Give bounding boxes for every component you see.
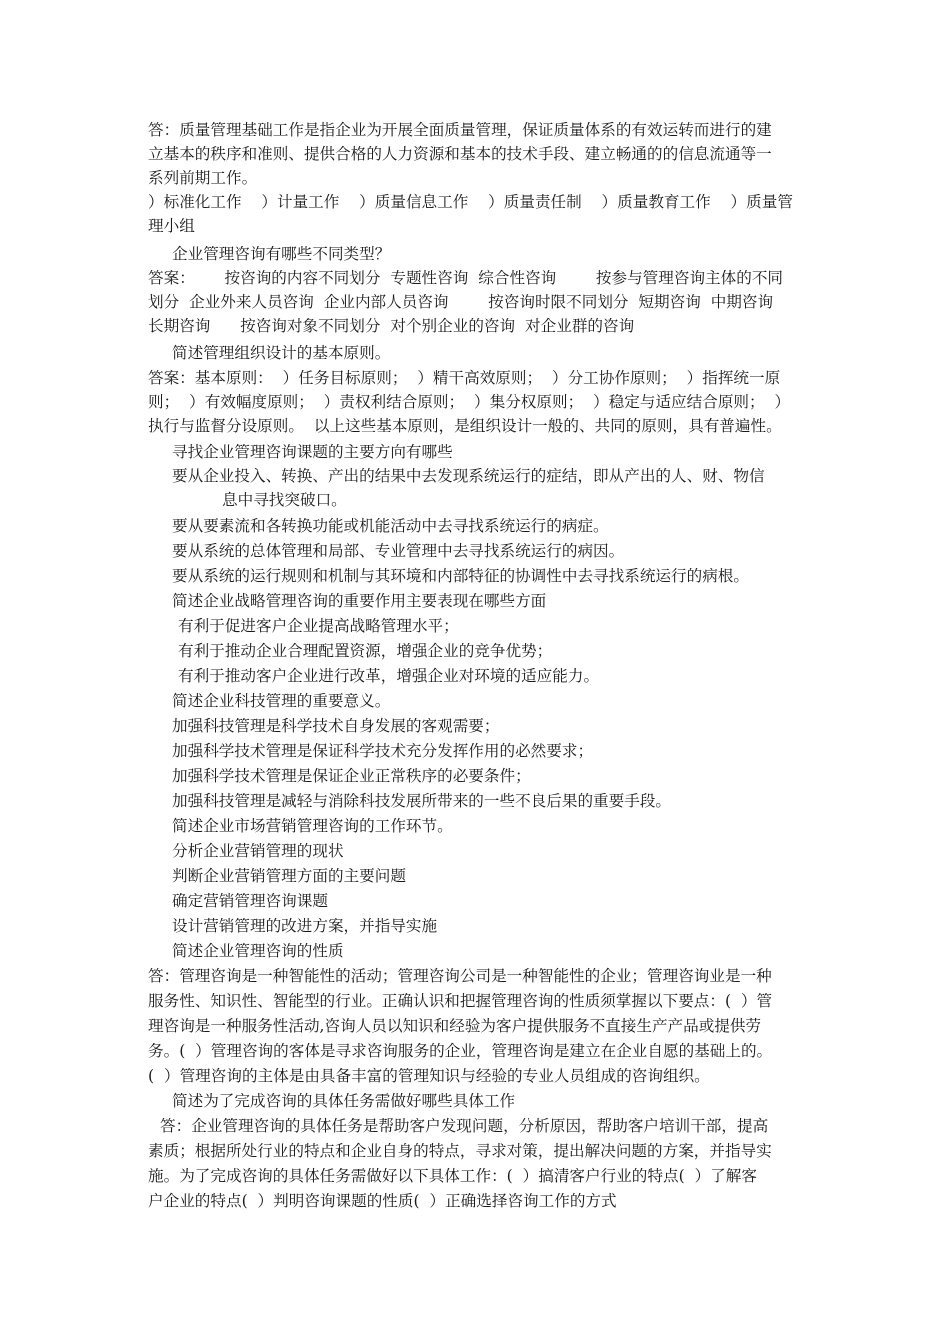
answer-line: ）标准化工作 ）计量工作 ）质量信息工作 ）质量责任制 ）质量教育工作 ）质量管 [148, 193, 793, 211]
answer-line: 加强科技管理是科学技术自身发展的客观需要； [172, 717, 500, 735]
answer-line: 息中寻找突破口。 [222, 491, 347, 509]
answer-line: 答：企业管理咨询的具体任务是帮助客户发现问题，分析原因，帮助客户培训干部，提高 [160, 1117, 769, 1135]
answer-line: 设计营销管理的改进方案，并指导实施 [172, 917, 438, 935]
answer-line: 要从要素流和各转换功能或机能活动中去寻找系统运行的病症。 [172, 517, 609, 535]
answer-line: 有利于推动企业合理配置资源，增强企业的竞争优势； [178, 642, 553, 660]
question-line: 简述企业管理咨询的性质 [172, 942, 344, 960]
answer-line: 执行与监督分设原则。 以上这些基本原则，是组织设计一般的、共同的原则，具有普遍性。 [148, 417, 782, 435]
answer-line: 系列前期工作。 [148, 169, 258, 187]
answer-line: 有利于促进客户企业提高战略管理水平； [178, 617, 459, 635]
answer-line: 有利于推动客户企业进行改革，增强企业对环境的适应能力。 [178, 667, 600, 685]
answer-line: 确定营销管理咨询课题 [172, 892, 328, 910]
question-line: 寻找企业管理咨询课题的主要方向有哪些 [172, 443, 453, 461]
answer-line: 施。为了完成咨询的具体任务需做好以下具体工作：( ）搞清客户行业的特点( ）了解客 [148, 1167, 757, 1185]
answer-line: 答案： 按咨询的内容不同划分 专题性咨询 综合性咨询 按参与管理咨询主体的不同 [148, 269, 784, 287]
question-line: 简述企业市场营销管理咨询的工作环节。 [172, 817, 453, 835]
answer-line: 服务性、知识性、智能型的行业。正确认识和把握管理咨询的性质须掌握以下要点：( ）管 [148, 992, 773, 1010]
answer-line: 素质；根据所处行业的特点和企业自身的特点，寻求对策，提出解决问题的方案，并指导实 [148, 1142, 772, 1160]
answer-line: 加强科学技术管理是保证科学技术充分发挥作用的必然要求； [172, 742, 594, 760]
question-line: 简述企业科技管理的重要意义。 [172, 692, 391, 710]
answer-line: 分析企业营销管理的现状 [172, 842, 344, 860]
question-line: 企业管理咨询有哪些不同类型？ [172, 245, 391, 263]
answer-line: 长期咨询 按咨询对象不同划分 对个别企业的咨询 对企业群的咨询 [148, 317, 635, 335]
answer-line: 理小组 [148, 217, 195, 235]
answer-line: 加强科技管理是减轻与消除科技发展所带来的一些不良后果的重要手段。 [172, 792, 672, 810]
answer-line: 要从系统的总体管理和局部、专业管理中去寻找系统运行的病因。 [172, 542, 625, 560]
answer-line: ( ）管理咨询的主体是由具备丰富的管理知识与经验的专业人员组成的咨询组织。 [148, 1067, 710, 1085]
answer-line: 要从企业投入、转换、产出的结果中去发现系统运行的症结，即从产出的人、财、物信 [172, 467, 765, 485]
answer-line: 要从系统的运行规则和机制与其环境和内部特征的协调性中去寻找系统运行的病根。 [172, 567, 749, 585]
answer-line: 理咨询是一种服务性活动,咨询人员以知识和经验为客户提供服务不直接生产产品或提供劳 [148, 1017, 762, 1035]
question-line: 简述管理组织设计的基本原则。 [172, 344, 391, 362]
question-line: 简述企业战略管理咨询的重要作用主要表现在哪些方面 [172, 592, 547, 610]
answer-line: 答：质量管理基础工作是指企业为开展全面质量管理，保证质量体系的有效运转而进行的建 [148, 121, 772, 139]
question-line: 简述为了完成咨询的具体任务需做好哪些具体工作 [172, 1092, 516, 1110]
answer-line: 划分 企业外来人员咨询 企业内部人员咨询 按咨询时限不同划分 短期咨询 中期咨询 [148, 293, 774, 311]
answer-line: 户企业的特点( ）判明咨询课题的性质( ）正确选择咨询工作的方式 [148, 1192, 617, 1210]
answer-line: 务。( ）管理咨询的客体是寻求咨询服务的企业，管理咨询是建立在企业自愿的基础上的。 [148, 1042, 773, 1060]
answer-line: 加强科学技术管理是保证企业正常秩序的必要条件； [172, 767, 531, 785]
answer-line: 答：管理咨询是一种智能性的活动；管理咨询公司是一种智能性的企业；管理咨询业是一种 [148, 967, 772, 985]
answer-line: 则； ）有效幅度原则； ）责权利结合原则； ）集分权原则； ）稳定与适应结合原则； ） [148, 393, 791, 411]
answer-line: 答案：基本原则： ）任务目标原则； ）精干高效原则； ）分工协作原则； ）指挥统一原 [148, 369, 781, 387]
answer-line: 立基本的秩序和准则、提供合格的人力资源和基本的技术手段、建立畅通的的信息流通等一 [148, 145, 772, 163]
answer-line: 判断企业营销管理方面的主要问题 [172, 867, 406, 885]
